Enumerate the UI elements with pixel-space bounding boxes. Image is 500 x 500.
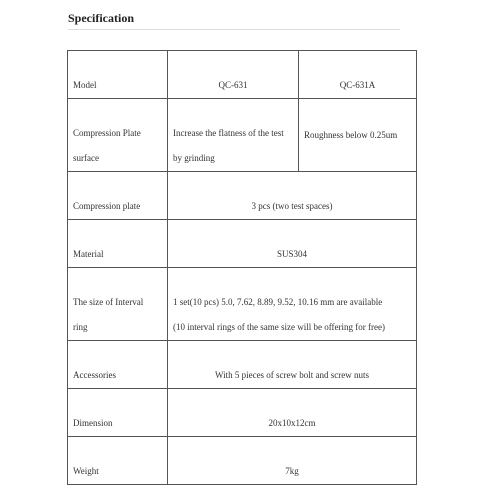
specification-table	[67, 50, 417, 485]
title-divider	[68, 29, 400, 30]
ring-value-cell	[168, 268, 417, 341]
model-qc-631a: QC-631A	[299, 51, 417, 99]
ring-value-line-1: 1 set(10 pcs) 5.0, 7.62, 8.89, 9.52, 10.16 mm are available	[173, 297, 383, 307]
table-row	[68, 51, 417, 99]
surface-qc-631a: Roughness below 0.25um	[299, 99, 417, 172]
weight-value: 7kg	[168, 437, 417, 485]
material-label: Material	[68, 220, 168, 268]
table-row	[68, 268, 417, 341]
surface-label-line-1: Compression Plate	[73, 128, 141, 138]
weight-label: Weight	[68, 437, 168, 485]
accessories-value: With 5 pieces of screw bolt and screw nuts	[168, 341, 417, 389]
surface-label-line-2: surface	[73, 153, 99, 163]
model-qc-631: QC-631	[168, 51, 299, 99]
material-value: SUS304	[168, 220, 417, 268]
ring-label-cell	[68, 268, 168, 341]
table-row	[68, 437, 417, 485]
accessories-label: Accessories	[68, 341, 168, 389]
table-row	[68, 341, 417, 389]
surface-label-cell	[68, 99, 168, 172]
plate-value: 3 pcs (two test spaces)	[168, 172, 417, 220]
surface-qc-631-cell	[168, 99, 299, 172]
surface-qc-631-line-1: Increase the flatness of the test	[173, 128, 284, 138]
ring-label-line-1: The size of Interval	[73, 297, 144, 307]
surface-qc-631-line-2: by grinding	[173, 153, 215, 163]
table-row	[68, 172, 417, 220]
table-row	[68, 389, 417, 437]
table-row	[68, 99, 417, 172]
plate-label: Compression plate	[68, 172, 168, 220]
ring-label-line-2: ring	[73, 322, 88, 332]
dimension-label: Dimension	[68, 389, 168, 437]
table-row	[68, 220, 417, 268]
model-label: Model	[68, 51, 168, 99]
dimension-value: 20x10x12cm	[168, 389, 417, 437]
ring-value-line-2: (10 interval rings of the same size will be offering for free)	[173, 322, 386, 332]
page-title: Specification	[68, 11, 134, 25]
